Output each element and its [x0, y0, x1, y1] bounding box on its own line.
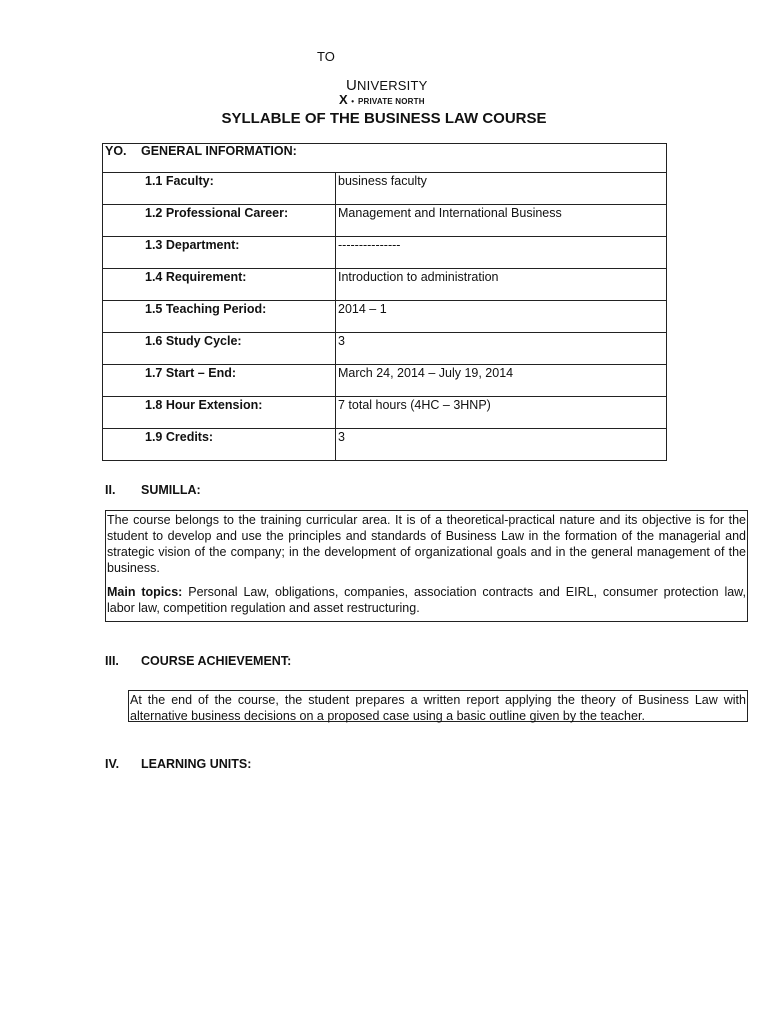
general-information-header-row [103, 144, 667, 173]
main-topics-text: Personal Law, obligations, companies, association contracts and EIRL, consumer protection law, labor law, competition regulation and asset restructuring. [107, 585, 746, 615]
x-letter: X [339, 92, 348, 107]
sumilla-box [105, 510, 748, 622]
info-label: 1.6 Study Cycle: [103, 333, 336, 365]
info-value: business faculty [336, 173, 667, 205]
course-achievement-text: At the end of the course, the student prepares a written report applying the theory of Business Law with alternative business decisions on a proposed case using a basic outline given by the teacher. [130, 693, 746, 723]
sumilla-paragraph: The course belongs to the training curricular area. It is of a theoretical-practical nature and its objective is for the student to develop and use the principles and standards of Business Law in the formation of the managerial and strategic vision of the company; in the development of organizational goals and in the general management of the business. [107, 513, 746, 575]
info-value: Introduction to administration [336, 269, 667, 301]
main-topics-paragraph [107, 584, 746, 616]
info-row [103, 205, 667, 237]
info-row [103, 333, 667, 365]
info-row [103, 397, 667, 429]
info-label: 1.8 Hour Extension: [103, 397, 336, 429]
section-heading: GENERAL INFORMATION: [141, 144, 297, 158]
to-label: TO [317, 49, 335, 64]
info-label: 1.1 Faculty: [103, 173, 336, 205]
private-north-label: PRIVATE NORTH [357, 97, 425, 106]
info-row [103, 237, 667, 269]
info-value: 7 total hours (4HC – 3HNP) [336, 397, 667, 429]
sumilla-heading [105, 483, 201, 497]
info-row [103, 173, 667, 205]
info-row [103, 365, 667, 397]
section-number: IV. [105, 757, 120, 771]
info-value: March 24, 2014 – July 19, 2014 [336, 365, 667, 397]
learning-units-heading [105, 757, 251, 771]
section-heading: LEARNING UNITS: [141, 757, 252, 771]
info-label: 1.4 Requirement: [103, 269, 336, 301]
info-row [103, 269, 667, 301]
info-label: 1.9 Credits: [103, 429, 336, 461]
university-initial: U [346, 77, 358, 94]
section-heading: COURSE ACHIEVEMENT: [141, 654, 292, 668]
info-row [103, 429, 667, 461]
info-label: 1.2 Professional Career: [103, 205, 336, 237]
section-number: YO. [105, 144, 127, 158]
info-value: Management and International Business [336, 205, 667, 237]
main-topics-label: Main topics: [107, 585, 183, 599]
info-label: 1.3 Department: [103, 237, 336, 269]
course-achievement-box [128, 690, 748, 722]
info-value: 3 [336, 333, 667, 365]
info-row [103, 301, 667, 333]
info-value: --------------- [336, 237, 667, 269]
info-label: 1.5 Teaching Period: [103, 301, 336, 333]
bullet-glyph: • [351, 97, 355, 106]
info-label: 1.7 Start – End: [103, 365, 336, 397]
course-achievement-heading [105, 654, 291, 668]
document-title: SYLLABLE OF THE BUSINESS LAW COURSE [221, 110, 547, 127]
university-rest: NIVERSITY [357, 78, 428, 93]
info-value: 3 [336, 429, 667, 461]
section-number: III. [105, 654, 119, 668]
general-information-table [102, 143, 667, 461]
section-heading: SUMILLA: [141, 483, 201, 497]
general-information-heading [103, 144, 667, 173]
section-number: II. [105, 483, 116, 497]
info-value: 2014 – 1 [336, 301, 667, 333]
university-subtitle [339, 92, 425, 107]
